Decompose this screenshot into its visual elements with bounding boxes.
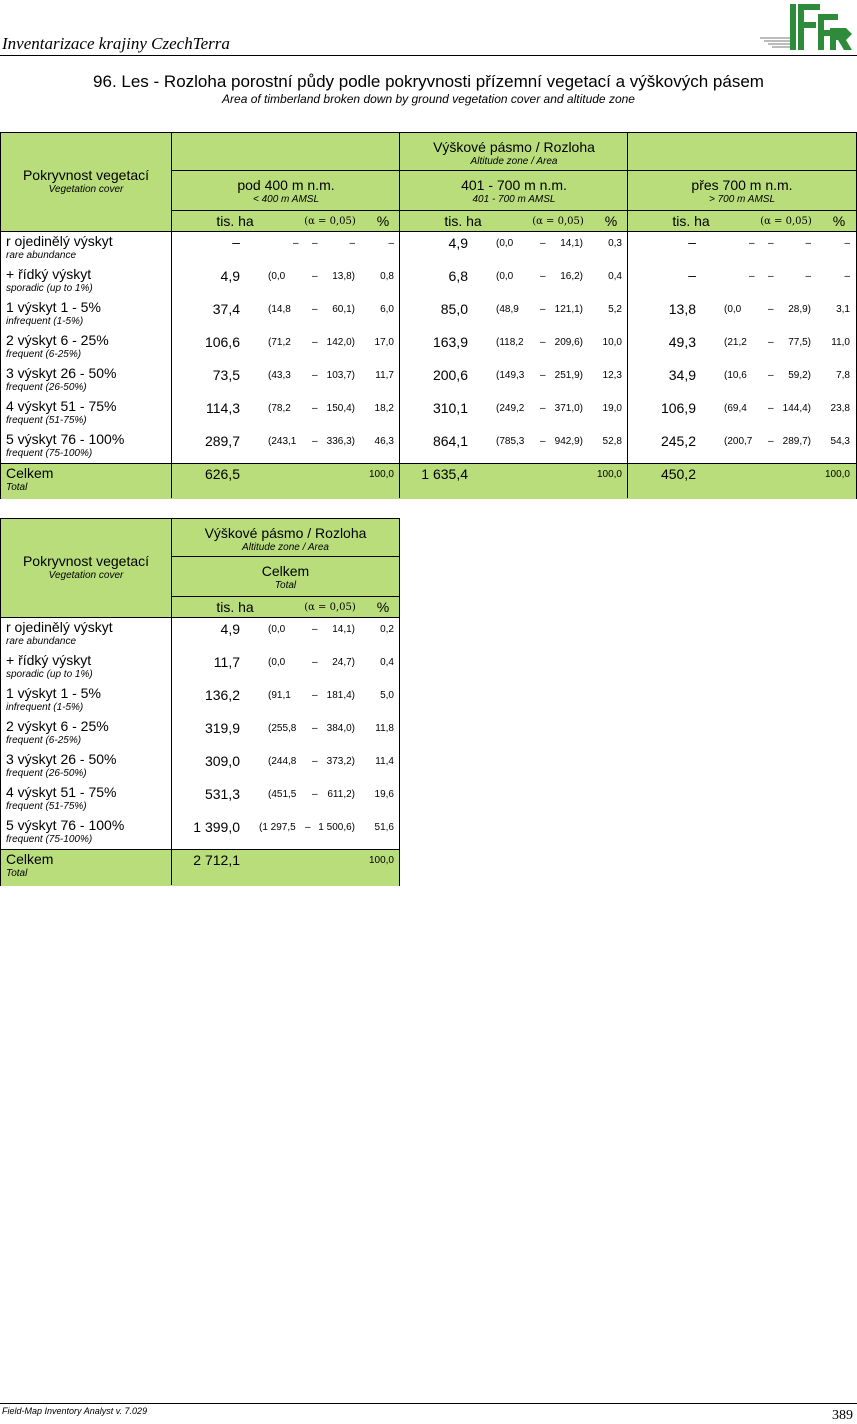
percent-value: – <box>388 238 394 249</box>
percent-value: 0,4 <box>380 657 394 668</box>
row-label-cz: 1 výskyt 1 - 5% <box>6 685 101 701</box>
percent-value: 6,0 <box>380 304 394 315</box>
percent-value: 11,0 <box>831 337 850 348</box>
row-header-cz: Pokryvnost vegetací <box>22 553 150 569</box>
area-value: 85,0 <box>440 301 468 317</box>
ci-lower: (48,9 <box>496 304 519 315</box>
percent-value: 3,1 <box>836 304 850 315</box>
zone-header-cz: přes 700 m n.m. <box>691 177 793 193</box>
percent-value: 11,7 <box>375 370 394 381</box>
subheader-pct: % <box>604 213 618 229</box>
area-value: – <box>232 234 240 250</box>
table-row <box>1 717 399 750</box>
zone-header-en: < 400 m AMSL <box>252 194 320 205</box>
table-row <box>1 816 399 849</box>
table-row <box>1 397 856 430</box>
ci-lower: (1 297,5 <box>259 822 296 833</box>
percent-value: 11,4 <box>375 756 394 767</box>
table-total <box>0 518 400 886</box>
ci-upper: 373,2) <box>326 756 355 767</box>
area-value: 309,0 <box>204 753 240 769</box>
ci-lower: (785,3 <box>496 436 525 447</box>
ci-separator: – <box>312 690 318 701</box>
percent-value: 0,4 <box>608 271 622 282</box>
group-header-cell <box>172 133 856 171</box>
ci-separator: – <box>312 304 318 315</box>
ci-separator: – <box>768 337 774 348</box>
ci-upper: 942,9) <box>554 436 583 447</box>
ci-upper: 181,4) <box>326 690 355 701</box>
row-label <box>6 620 113 648</box>
total-row <box>1 849 399 886</box>
subheader-row <box>172 597 399 618</box>
table-altitude-zones <box>0 132 857 499</box>
ci-lower: (0,0 <box>268 271 286 282</box>
ci-upper: 336,3) <box>326 436 355 447</box>
row-label-en: infrequent (1-5%) <box>6 316 84 327</box>
ci-upper: 28,9) <box>788 304 811 315</box>
row-label <box>6 719 109 747</box>
row-label-en: frequent (51-75%) <box>6 801 87 812</box>
ci-lower: (243,1 <box>268 436 297 447</box>
ifer-logo <box>760 2 854 52</box>
percent-value: 7,8 <box>836 370 850 381</box>
zone-header-en: Total <box>274 580 297 591</box>
ci-separator: – <box>312 271 318 282</box>
area-value: 106,6 <box>204 334 240 350</box>
row-label-cz: 4 výskyt 51 - 75% <box>6 784 117 800</box>
percent-value: 12,3 <box>602 370 622 381</box>
ci-upper: 103,7) <box>326 370 355 381</box>
table-row <box>1 684 399 717</box>
ci-lower: (0,0 <box>724 304 742 315</box>
ci-separator: – <box>540 238 546 249</box>
ci-lower: (14,8 <box>268 304 291 315</box>
table-row <box>1 651 399 684</box>
area-value: 11,7 <box>213 654 240 670</box>
ci-upper: 16,2) <box>560 271 583 282</box>
subheader-row <box>172 211 400 232</box>
ci-separator: – <box>540 304 546 315</box>
ci-lower: (0,0 <box>268 657 286 668</box>
row-label <box>6 818 124 846</box>
ci-separator: – <box>540 271 546 282</box>
ci-upper: – <box>805 238 811 249</box>
row-label <box>6 399 117 427</box>
zone-header-2 <box>400 171 628 211</box>
ci-separator: – <box>312 789 318 800</box>
ci-upper: 142,0) <box>326 337 355 348</box>
row-label-cz: 2 výskyt 6 - 25% <box>6 332 109 348</box>
ci-separator: – <box>312 657 318 668</box>
ci-lower: (249,2 <box>496 403 525 414</box>
area-value: 1 399,0 <box>193 819 240 835</box>
area-value: 531,3 <box>204 786 240 802</box>
subheader-ci: (α = 0,05) <box>760 216 812 227</box>
table-row <box>1 331 856 364</box>
total-percent-value: 100,0 <box>596 469 622 480</box>
ci-lower: (118,2 <box>496 337 524 348</box>
total-percent-value: 100,0 <box>368 469 394 480</box>
percent-value: 17,0 <box>374 337 394 348</box>
ci-lower: (451,5 <box>268 789 297 800</box>
ci-upper: 611,2) <box>327 789 355 800</box>
header-rule <box>0 55 857 56</box>
percent-value: 23,8 <box>830 403 850 414</box>
row-label <box>6 432 124 460</box>
total-label-cz: Celkem <box>6 851 54 867</box>
ci-lower: (71,2 <box>268 337 291 348</box>
row-label-cz: 3 výskyt 26 - 50% <box>6 751 117 767</box>
row-label-cz: + řídký výskyt <box>6 266 92 282</box>
percent-value: 51,6 <box>374 822 394 833</box>
area-value: 200,6 <box>432 367 468 383</box>
row-label <box>6 234 113 262</box>
row-label-en: frequent (26-50%) <box>6 382 87 393</box>
group-header-en: Altitude zone / Area <box>242 542 329 553</box>
zone-header-cz: Celkem <box>261 563 310 579</box>
subheader-row <box>400 211 628 232</box>
ci-separator: – <box>312 756 318 767</box>
row-label <box>6 333 109 361</box>
row-label-cz: 3 výskyt 26 - 50% <box>6 365 117 381</box>
percent-value: 46,3 <box>374 436 394 447</box>
column-divider <box>627 133 628 498</box>
ci-lower: – <box>293 238 299 249</box>
row-label <box>6 785 117 813</box>
percent-value: 5,0 <box>380 690 394 701</box>
total-label-cz: Celkem <box>6 465 54 481</box>
zone-header-1 <box>172 171 400 211</box>
row-label-en: frequent (6-25%) <box>6 349 82 360</box>
zone-header-3 <box>628 171 856 211</box>
ci-upper: 14,1) <box>332 624 355 635</box>
percent-value: 10,0 <box>602 337 622 348</box>
area-value: 4,9 <box>220 621 240 637</box>
row-header-cell <box>1 519 172 618</box>
row-header-cell <box>1 133 172 232</box>
percent-value: 5,2 <box>608 304 622 315</box>
row-label <box>6 300 101 328</box>
row-label-en: sporadic (up to 1%) <box>6 669 93 680</box>
table-row <box>1 265 856 298</box>
area-value: 34,9 <box>668 367 696 383</box>
ci-separator: – <box>312 723 318 734</box>
ci-separator: – <box>768 403 774 414</box>
subheader-value: tis. ha <box>216 599 254 615</box>
total-label-en: Total <box>6 868 28 879</box>
area-value: 106,9 <box>660 400 696 416</box>
ci-upper: 14,1) <box>560 238 583 249</box>
subheader-ci: (α = 0,05) <box>304 216 356 227</box>
row-label-cz: r ojedinělý výskyt <box>6 619 113 635</box>
area-value: 114,3 <box>206 400 240 416</box>
ci-lower: – <box>749 271 755 282</box>
total-area-value: 450,2 <box>660 466 696 482</box>
column-divider <box>171 519 172 885</box>
page-number: 389 <box>832 1408 853 1423</box>
row-label-cz: 5 výskyt 76 - 100% <box>6 431 125 447</box>
subheader-value: tis. ha <box>672 213 710 229</box>
subheader-value: tis. ha <box>216 213 254 229</box>
table-row <box>1 298 856 331</box>
ci-lower: (78,2 <box>268 403 291 414</box>
row-label <box>6 752 117 780</box>
row-label-en: frequent (6-25%) <box>6 735 82 746</box>
table-subtitle: Area of timberland broken down by ground vegetation cover and altitude zone <box>222 92 635 106</box>
area-value: 289,7 <box>204 433 240 449</box>
ci-separator: – <box>312 337 318 348</box>
table-row <box>1 783 399 816</box>
percent-value: – <box>844 238 850 249</box>
area-value: 245,2 <box>660 433 696 449</box>
area-value: 310,1 <box>432 400 468 416</box>
row-header-en: Vegetation cover <box>48 184 124 195</box>
group-header-en: Altitude zone / Area <box>470 156 558 167</box>
ci-lower: (91,1 <box>268 690 291 701</box>
ci-lower: (255,8 <box>268 723 297 734</box>
row-label-en: infrequent (1-5%) <box>6 702 84 713</box>
row-label-en: frequent (75-100%) <box>6 448 93 459</box>
ci-upper: – <box>349 238 355 249</box>
row-label-en: frequent (75-100%) <box>6 834 93 845</box>
ci-upper: 77,5) <box>788 337 811 348</box>
ci-separator: – <box>312 403 318 414</box>
total-row <box>1 463 856 499</box>
ci-upper: 59,2) <box>788 370 811 381</box>
ci-upper: 150,4) <box>326 403 355 414</box>
ci-upper: 60,1) <box>332 304 355 315</box>
row-label-en: frequent (26-50%) <box>6 768 87 779</box>
table-row <box>1 618 399 651</box>
ci-upper: 13,8) <box>332 271 355 282</box>
row-label <box>6 653 93 681</box>
ci-upper: 1 500,6) <box>318 822 355 833</box>
column-divider <box>399 133 400 498</box>
row-header-cz: Pokryvnost vegetací <box>22 167 150 183</box>
ci-separator: – <box>305 822 311 833</box>
table-row <box>1 430 856 463</box>
area-value: 37,4 <box>212 301 240 317</box>
subheader-ci: (α = 0,05) <box>304 602 356 613</box>
column-divider <box>171 133 172 498</box>
ci-upper: 144,4) <box>782 403 811 414</box>
ci-separator: – <box>540 403 546 414</box>
subheader-row <box>628 211 856 232</box>
row-label-en: sporadic (up to 1%) <box>6 283 93 294</box>
table-row <box>1 364 856 397</box>
ci-lower: (0,0 <box>496 271 514 282</box>
zone-header-cz: 401 - 700 m n.m. <box>461 177 567 193</box>
total-area-value: 1 635,4 <box>421 466 468 482</box>
percent-value: 18,2 <box>374 403 394 414</box>
footer-software: Field-Map Inventory Analyst v. 7.029 <box>2 1406 148 1416</box>
ci-upper: 209,6) <box>554 337 583 348</box>
area-value: 136,2 <box>204 687 240 703</box>
group-header-cell <box>172 519 399 557</box>
area-value: 73,5 <box>212 367 240 383</box>
subheader-ci: (α = 0,05) <box>532 216 584 227</box>
total-label <box>6 466 53 494</box>
total-percent-value: 100,0 <box>368 855 394 866</box>
percent-value: 19,0 <box>602 403 622 414</box>
percent-value: 52,8 <box>602 436 622 447</box>
ci-separator: – <box>312 436 318 447</box>
row-label-cz: 5 výskyt 76 - 100% <box>6 817 125 833</box>
area-value: 163,9 <box>432 334 468 350</box>
ci-lower: (0,0 <box>268 624 286 635</box>
ci-separator: – <box>312 370 318 381</box>
ci-lower: – <box>749 238 755 249</box>
row-label-en: rare abundance <box>6 250 77 261</box>
percent-value: 19,6 <box>374 789 394 800</box>
row-label <box>6 366 117 394</box>
zone-header-total <box>172 557 399 597</box>
ci-upper: 24,7) <box>332 657 355 668</box>
group-header-cz: Výškové pásmo / Rozloha <box>204 525 367 541</box>
ci-separator: – <box>768 304 774 315</box>
row-label <box>6 686 101 714</box>
subheader-pct: % <box>376 213 390 229</box>
ci-upper: – <box>805 271 811 282</box>
ci-separator: – <box>312 624 318 635</box>
area-value: 319,9 <box>204 720 240 736</box>
area-value: 4,9 <box>220 268 240 284</box>
ci-lower: (69,4 <box>724 403 747 414</box>
ci-separator: – <box>540 337 546 348</box>
ci-separator: – <box>768 370 774 381</box>
ci-separator: – <box>312 238 318 249</box>
area-value: – <box>688 234 696 250</box>
ci-upper: 251,9) <box>554 370 583 381</box>
area-value: 13,8 <box>668 301 696 317</box>
row-label <box>6 267 93 295</box>
subheader-value: tis. ha <box>444 213 482 229</box>
zone-header-cz: pod 400 m n.m. <box>237 177 335 193</box>
row-header-en: Vegetation cover <box>48 570 124 581</box>
area-value: 4,9 <box>448 235 468 251</box>
percent-value: 54,3 <box>830 436 850 447</box>
zone-header-en: > 700 m AMSL <box>708 194 776 205</box>
row-label-cz: r ojedinělý výskyt <box>6 233 113 249</box>
ci-upper: 384,0) <box>326 723 355 734</box>
row-label-cz: 1 výskyt 1 - 5% <box>6 299 101 315</box>
table-row <box>1 750 399 783</box>
footer-rule <box>0 1403 857 1404</box>
row-label-en: rare abundance <box>6 636 77 647</box>
row-label-cz: 2 výskyt 6 - 25% <box>6 718 109 734</box>
total-label-en: Total <box>6 482 28 493</box>
percent-value: 0,2 <box>380 624 394 635</box>
total-area-value: 626,5 <box>204 466 240 482</box>
ci-lower: (244,8 <box>268 756 297 767</box>
ci-separator: – <box>768 271 774 282</box>
table-title: 96. Les - Rozloha porostní půdy podle pokryvnosti přízemní vegetací a výškových pásem <box>93 72 764 91</box>
total-percent-value: 100,0 <box>824 469 850 480</box>
ci-separator: – <box>540 436 546 447</box>
ci-upper: 121,1) <box>554 304 583 315</box>
ci-lower: (21,2 <box>724 337 747 348</box>
ci-lower: (43,3 <box>268 370 291 381</box>
subheader-pct: % <box>832 213 846 229</box>
percent-value: 0,8 <box>380 271 394 282</box>
area-value: 6,8 <box>448 268 468 284</box>
area-value: 49,3 <box>668 334 696 350</box>
ci-separator: – <box>768 436 774 447</box>
ci-lower: (10,6 <box>724 370 747 381</box>
percent-value: 0,3 <box>608 238 622 249</box>
ci-separator: – <box>768 238 774 249</box>
row-label-cz: 4 výskyt 51 - 75% <box>6 398 117 414</box>
area-value: 864,1 <box>432 433 468 449</box>
document-header-title: Inventarizace krajiny CzechTerra <box>2 34 230 53</box>
ci-lower: (200,7 <box>724 436 753 447</box>
group-header-cz: Výškové pásmo / Rozloha <box>433 139 595 155</box>
area-value: – <box>688 267 696 283</box>
row-label-cz: + řídký výskyt <box>6 652 92 668</box>
total-label <box>6 852 53 880</box>
percent-value: 11,8 <box>375 723 394 734</box>
ci-lower: (0,0 <box>496 238 514 249</box>
row-label-en: frequent (51-75%) <box>6 415 87 426</box>
ci-lower: (149,3 <box>496 370 525 381</box>
ci-separator: – <box>540 370 546 381</box>
zone-header-en: 401 - 700 m AMSL <box>472 194 556 205</box>
subheader-pct: % <box>376 599 390 615</box>
percent-value: – <box>844 271 850 282</box>
table-row <box>1 232 856 265</box>
ci-upper: 371,0) <box>554 403 583 414</box>
ci-upper: 289,7) <box>782 436 811 447</box>
total-area-value: 2 712,1 <box>193 852 240 868</box>
